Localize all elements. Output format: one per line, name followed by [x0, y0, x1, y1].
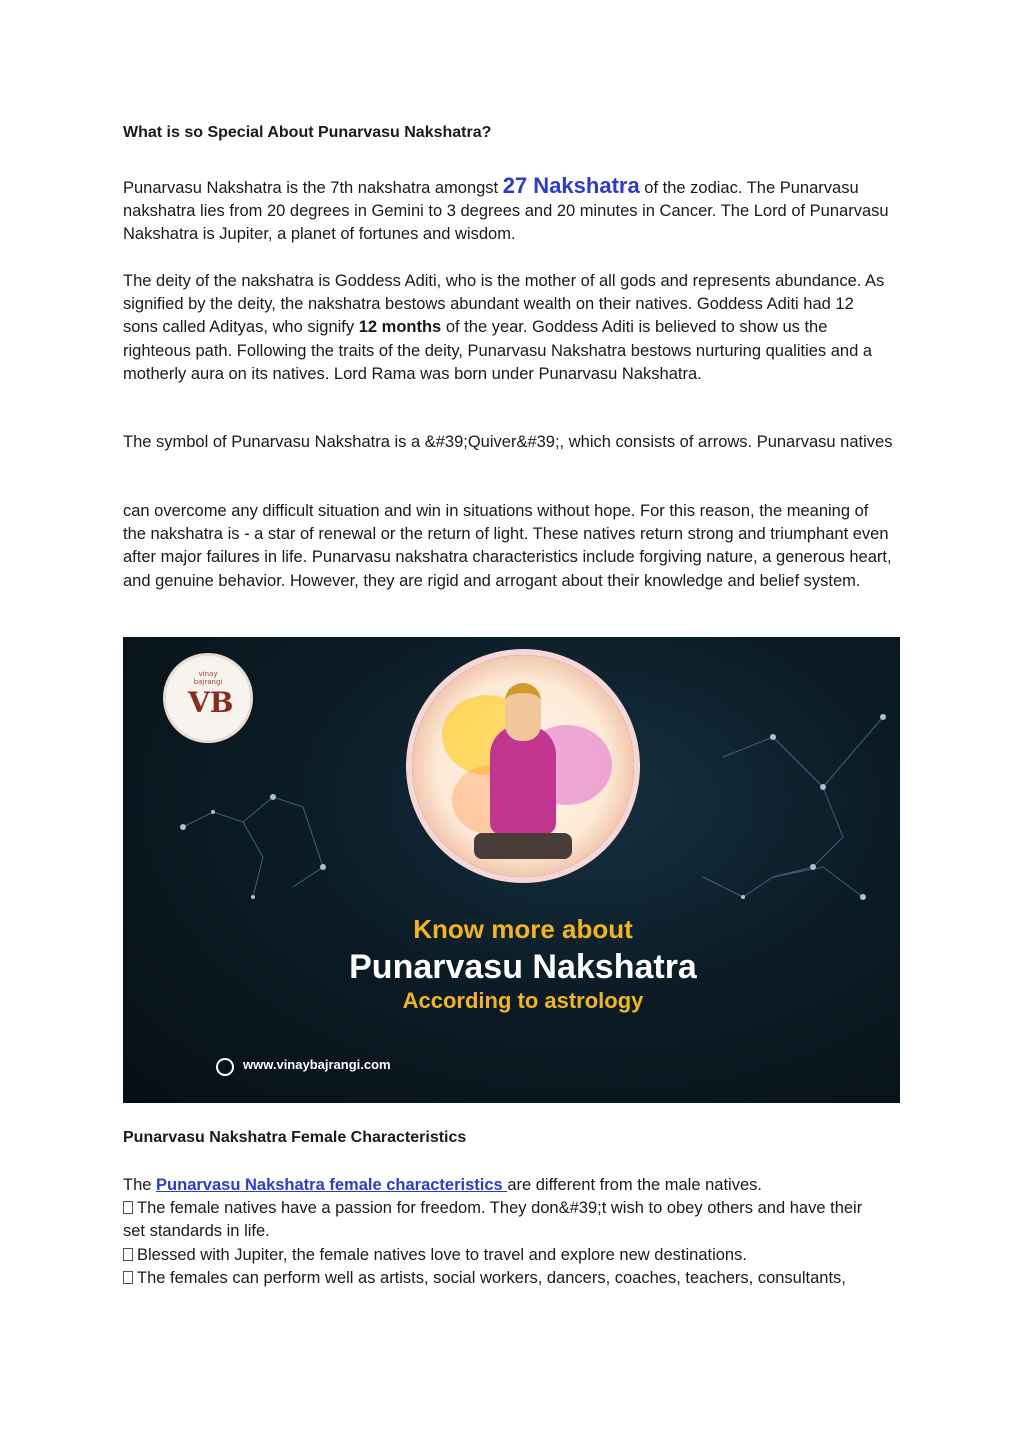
goddess-aditi-illustration: [412, 655, 634, 877]
intro-text-start: Punarvasu Nakshatra is the 7th nakshatra amongst: [123, 179, 503, 197]
list-item: [123, 1197, 893, 1220]
list-item-continuation: set standards in life.: [123, 1222, 270, 1241]
list-item-text: The female natives have a passion for freedom. They don&#39;t wish to obey others and have their: [137, 1199, 863, 1218]
banner-title: Punarvasu Nakshatra: [349, 948, 697, 986]
banner-line-1: Know more about: [413, 914, 633, 944]
female-intro: [123, 1174, 893, 1197]
months-bold: 12 months: [358, 318, 442, 337]
list-item-text: Blessed with Jupiter, the female natives love to travel and explore new destinations.: [137, 1245, 747, 1264]
banner-url: www.vinaybajrangi.com: [243, 1057, 391, 1072]
banner-line-3: According to astrology: [402, 988, 644, 1013]
goddess-seat: [474, 833, 572, 859]
meaning-paragraph: can overcome any difficult situation and win in situations without hope. For this reason, the meaning of the nakshatra is - a star of renewal or the return of light. These natives return strong and triumphant even after major failures in life. Punarvasu nakshatra characteristics include forgiving nature, a generous heart, and genuine behavior. However, they are rigid and arrogant about their knowledge and belief system.: [123, 502, 892, 590]
deity-paragraph: [123, 270, 893, 386]
nakshatra-link[interactable]: 27 Nakshatra: [502, 173, 640, 198]
bullet-icon: [123, 1201, 133, 1214]
female-characteristics-link[interactable]: Punarvasu Nakshatra female characteristics: [156, 1176, 508, 1194]
list-item-text: The females can perform well as artists, social workers, dancers, coaches, teachers, consultants,: [137, 1268, 846, 1287]
intro-text-end: of the zodiac. The Punarvasu nakshatra lies from 20 degrees in Gemini to 3 degrees and 20 minutes in Cancer. The Lord of Punarvasu Nakshatra is Jupiter, a planet of fortunes and wisdom.: [123, 179, 889, 244]
globe-icon: [216, 1058, 234, 1076]
deity-text-start: The deity of the nakshatra is Goddess Aditi, who is the mother of all gods and represents abundance. As signified by the deity, the nakshatra bestows abundant wealth on their natives. Goddess Aditi had 12 sons called Adityas, who signify: [123, 272, 885, 337]
logo-mark: VB: [188, 686, 234, 719]
logo-text: vinay bajrangi: [193, 670, 223, 686]
deity-text-end: of the year. Goddess Aditi is believed to show us the righteous path. Following the traits of the deity, Punarvasu Nakshatra bestows nurturing qualities and a motherly aura on its natives. Lord Rama was born under Punarvasu Nakshatra.: [123, 318, 873, 383]
bullet-icon: [123, 1271, 133, 1284]
female-list: [123, 1174, 893, 1290]
goddess-figure: [490, 725, 556, 835]
intro-paragraph: [123, 174, 893, 247]
female-intro-start: The: [123, 1176, 157, 1194]
nakshatra-banner-image: [123, 637, 900, 1103]
bullet-icon: [123, 1248, 133, 1261]
vinay-bajrangi-logo: [163, 653, 253, 743]
symbol-paragraph: The symbol of Punarvasu Nakshatra is a &#39;Quiver&#39;, which consists of arrows. Punarvasu natives: [123, 433, 893, 451]
section-heading: What is so Special About Punarvasu Nakshatra?: [123, 124, 492, 141]
goddess-head: [505, 683, 541, 741]
female-heading: Punarvasu Nakshatra Female Characteristics: [123, 1129, 467, 1146]
female-intro-end: are different from the male natives.: [507, 1176, 762, 1194]
list-item: [123, 1244, 893, 1267]
list-item: [123, 1267, 893, 1290]
